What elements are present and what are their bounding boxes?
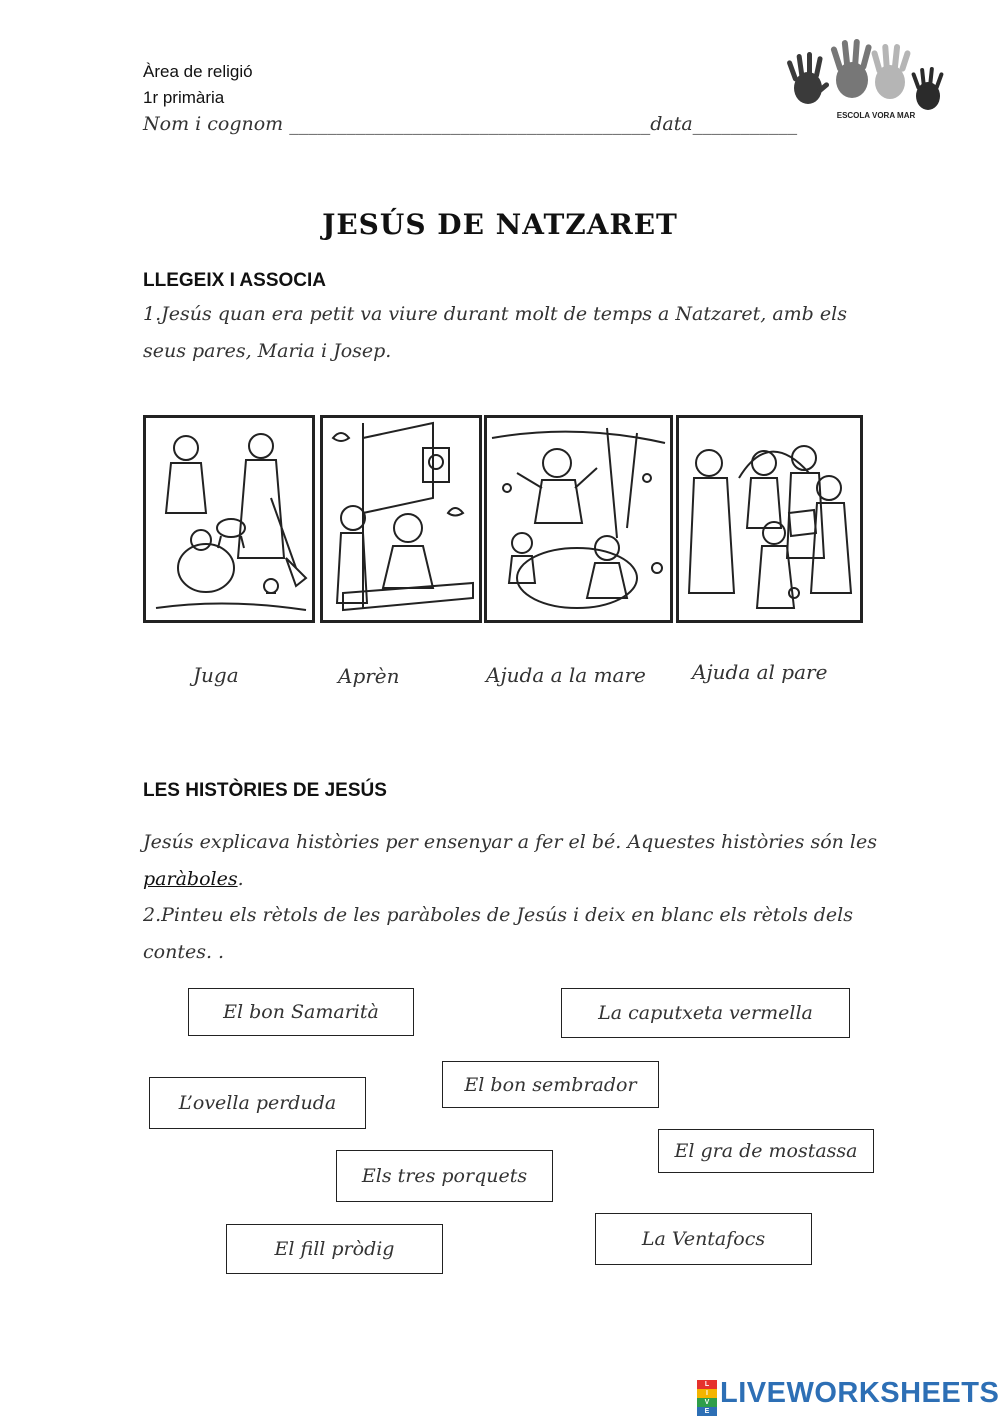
section1-text: 1.Jesús quan era petit va viure durant molt de temps a Natzaret, amb els seus pares, Maria i Josep. xyxy=(143,303,847,362)
school-logo xyxy=(780,36,950,126)
icon-letter-i: I xyxy=(697,1389,717,1398)
grade-label: 1r primària xyxy=(143,88,225,107)
liveworksheets-logo xyxy=(697,1377,1000,1415)
picture-sweeping xyxy=(143,415,315,623)
card-gra-de-mostassa[interactable]: El gra de mostassa xyxy=(658,1129,874,1173)
school-logo-text: ESCOLA VORA MAR xyxy=(836,111,916,120)
liveworksheets-icon xyxy=(697,1380,717,1415)
liveworksheets-brand: LIVEWORKSHEETS xyxy=(720,1377,1000,1409)
card-tres-porquets[interactable]: Els tres porquets xyxy=(336,1150,553,1202)
card-ventafocs[interactable]: La Ventafocs xyxy=(595,1213,812,1265)
parables-term: paràboles xyxy=(143,868,238,890)
workshop-illustration xyxy=(323,418,479,620)
icon-letter-e: E xyxy=(697,1407,717,1416)
temple-illustration xyxy=(679,418,860,620)
icon-letter-v: V xyxy=(697,1398,717,1407)
card-caputxeta-vermella[interactable]: La caputxeta vermella xyxy=(561,988,850,1038)
card-bon-samarita[interactable]: El bon Samarità xyxy=(188,988,414,1036)
section2-intro-text: Jesús explicava històries per ensenyar a fer el bé. Aquestes històries són les xyxy=(143,831,878,853)
label-apren: Aprèn xyxy=(338,664,400,688)
card-bon-sembrador[interactable]: El bon sembrador xyxy=(442,1061,659,1108)
section2-text-a xyxy=(143,824,883,898)
area-label: Àrea de religió xyxy=(143,62,253,81)
label-ajuda-pare: Ajuda al pare xyxy=(692,660,828,684)
family-chores-illustration xyxy=(146,418,312,620)
section2-heading: LES HISTÒRIES DE JESÚS xyxy=(143,780,387,801)
card-ovella-perduda[interactable]: L’ovella perduda xyxy=(149,1077,366,1129)
picture-temple xyxy=(676,415,863,623)
name-date-line: Nom i cognom ______________________________________data___________ xyxy=(143,113,798,135)
picture-carpentry xyxy=(320,415,482,623)
card-fill-prodig[interactable]: El fill pròdig xyxy=(226,1224,443,1274)
icon-letter-l: L xyxy=(697,1380,717,1389)
page-title: JESÚS DE NATZARET xyxy=(322,208,678,241)
children-playing-illustration xyxy=(487,418,670,620)
picture-playing xyxy=(484,415,673,623)
section2-period: . xyxy=(237,868,244,890)
label-ajuda-mare: Ajuda a la mare xyxy=(486,663,646,687)
section1-heading: LLEGEIX I ASSOCIA xyxy=(143,270,326,291)
label-juga: Juga xyxy=(193,663,239,687)
hands-logo-icon xyxy=(780,36,950,126)
section2-instructions: 2.Pinteu els rètols de les paràboles de Jesús i deix en blanc els rètols dels contes. . xyxy=(143,904,853,963)
